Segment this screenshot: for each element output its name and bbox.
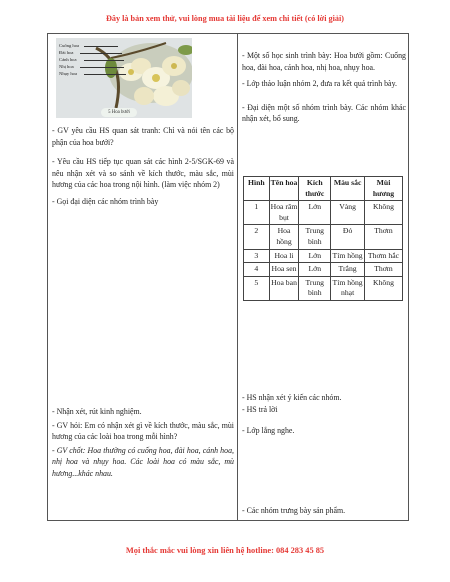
student-activities-column-lower — [242, 392, 406, 442]
table-cell: Hoa li — [269, 249, 299, 263]
pointer-line — [84, 74, 126, 75]
pointer-line — [80, 67, 124, 68]
table-cell: Lớn — [299, 263, 331, 277]
table-cell: 3 — [244, 249, 270, 263]
teacher-step-feedback: - Nhận xét, rút kinh nghiệm. — [52, 407, 142, 416]
col-header-size: Kích thước — [299, 177, 331, 201]
pointer-line — [84, 60, 124, 61]
table-header-row — [244, 177, 403, 201]
table-cell: Lớn — [299, 249, 331, 263]
student-listen: - Lớp lắng nghe. — [242, 426, 295, 436]
flower-illustration — [56, 38, 192, 118]
student-activities-column-bottom — [242, 505, 406, 522]
figure-caption-text: Hoa bưởi — [111, 110, 130, 115]
figure-label-stamen: Nhị hoa — [59, 64, 74, 69]
table-cell: Không — [365, 276, 403, 300]
flower-comparison-table — [243, 176, 403, 301]
table-cell: Thơm hắc — [365, 249, 403, 263]
grapefruit-flower-figure — [56, 38, 192, 118]
student-group-present: - Đại diện một số nhóm trình bày. Các nhóm khác nhận xét, bổ sung. — [242, 102, 406, 124]
teacher-conclusion: - GV chốt: Hoa thường có cuống hoa, đài hoa, cánh hoa, nhị hoa và nhụy hoa. Các loài hoa có màu sắc, mù hương...khác nhau. — [52, 445, 234, 478]
preview-notice-banner: Đây là bản xem thử, vui lòng mua tài liệu để xem chi tiết (có lời giải) — [105, 14, 344, 23]
student-comment: - HS nhận xét ý kiến các nhóm. — [242, 393, 342, 402]
table-cell: Lớn — [299, 201, 331, 225]
table-cell: Tím hồng — [331, 249, 365, 263]
pointer-line — [84, 46, 118, 47]
student-response-parts: - Một số học sinh trình bày: Hoa bưởi gồm: Cuống hoa, đài hoa, cánh hoa, nhị hoa, nhụy hoa. — [242, 51, 406, 72]
table-row — [244, 276, 403, 300]
table-cell: Vàng — [331, 201, 365, 225]
pointer-line — [80, 53, 122, 54]
hotline-banner: Mọi thắc mắc vui lòng xin liên hệ hotline: 084 283 45 85 — [125, 546, 325, 555]
teacher-activities-column-lower — [52, 406, 234, 485]
table-cell: Hoa sen — [269, 263, 299, 277]
student-answer: - HS trả lời — [242, 404, 278, 414]
table-cell: Hoa ban — [269, 276, 299, 300]
col-header-name: Tên hoa — [269, 177, 299, 201]
table-row — [244, 249, 403, 263]
column-divider — [237, 33, 238, 521]
teacher-step-question: - GV hỏi: Em có nhận xét gì về kích thước, màu sắc, mùi hương của các loài hoa trong mỗi hình? — [52, 420, 234, 442]
student-display-products: - Các nhóm trưng bày sản phẩm. — [242, 506, 346, 515]
student-group-discussion: - Lớp thảo luận nhóm 2, đưa ra kết quả trình bày. — [242, 79, 397, 89]
table-cell: Trung bình — [299, 225, 331, 249]
table-cell: Thơm — [365, 225, 403, 249]
table-cell: Không — [365, 201, 403, 225]
table-cell: Trung bình — [299, 276, 331, 300]
col-header-scent: Mùi hương — [365, 177, 403, 201]
student-activities-column — [242, 50, 406, 130]
table-cell: 1 — [244, 201, 270, 225]
teacher-step-compare: - Yêu cầu HS tiếp tục quan sát các hình 2-5/SGK-69 và nêu nhận xét và so sánh về kích thước, màu sắc, mùi hương của các hoa trong nội hình. (làm việc nhóm 2) — [52, 157, 234, 190]
table-cell: Hoa râm bụt — [269, 201, 299, 225]
table-cell: 5 — [244, 276, 270, 300]
table-cell: Tím hồng nhạt — [331, 276, 365, 300]
figure-caption — [101, 108, 137, 117]
figure-label-sepal: Đài hoa — [59, 50, 74, 55]
figure-label-pistil: Nhụy hoa — [59, 71, 77, 76]
figure-caption-number: 5 — [108, 110, 111, 115]
table-row — [244, 225, 403, 249]
teacher-step-observe: - GV yêu cầu HS quan sát tranh: Chỉ và nói tên các bộ phận của hoa bưởi? — [52, 126, 234, 147]
col-header-color: Màu sắc — [331, 177, 365, 201]
table-cell: 2 — [244, 225, 270, 249]
table-cell: 4 — [244, 263, 270, 277]
col-header-figure: Hình — [244, 177, 270, 201]
teacher-activities-column — [52, 125, 234, 213]
figure-label-petal: Cánh hoa — [59, 57, 77, 62]
table-cell: Thơm — [365, 263, 403, 277]
table-cell: Đỏ — [331, 225, 365, 249]
figure-label-stalk: Cuống hoa — [59, 43, 80, 48]
table-row — [244, 201, 403, 225]
table-row — [244, 263, 403, 277]
teacher-step-present: - Gọi đại diện các nhóm trình bày — [52, 196, 159, 206]
table-cell: Hoa hồng — [269, 225, 299, 249]
table-cell: Trắng — [331, 263, 365, 277]
